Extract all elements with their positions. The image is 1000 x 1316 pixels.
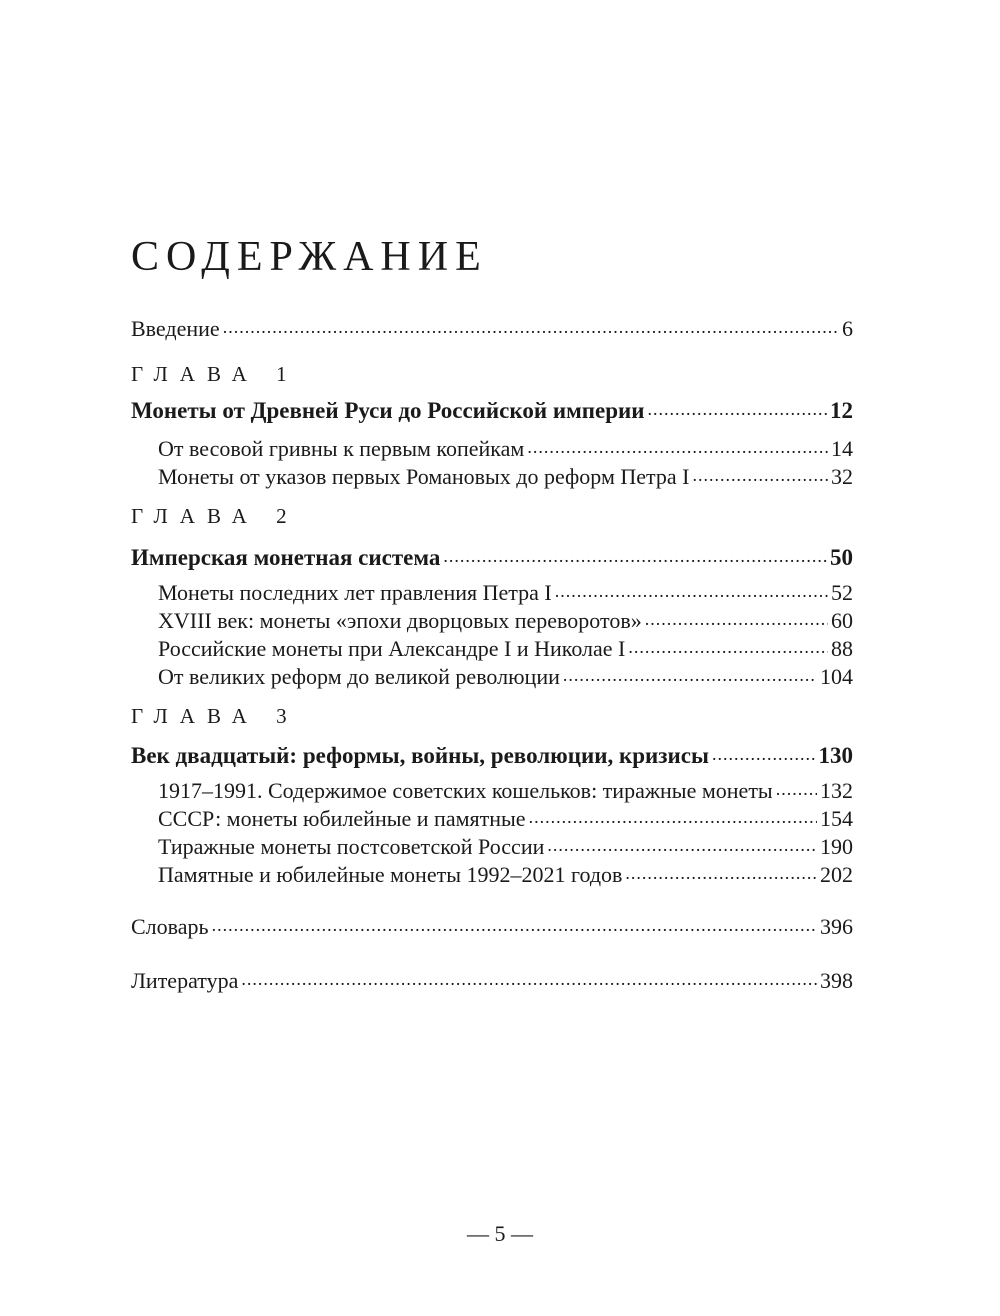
toc-page-number: 6: [842, 316, 853, 341]
toc-entry-label: Литература: [131, 968, 239, 993]
toc-page-number: 132: [820, 778, 853, 803]
toc-page-number: 12: [830, 398, 853, 423]
toc-entry-label: XVIII век: монеты «эпохи дворцовых переворотов»: [158, 608, 642, 633]
toc-page-number: 52: [831, 580, 853, 605]
toc-entry-chapter-3-section-3[interactable]: [158, 832, 853, 860]
toc-entry-label: От великих реформ до великой революции: [158, 664, 560, 689]
toc-entry-label: Монеты от указов первых Романовых до реформ Петра I: [158, 464, 690, 489]
toc-entry-label: Словарь: [131, 914, 209, 939]
toc-page-number: 50: [830, 545, 853, 570]
toc-chapter-2-heading[interactable]: [131, 542, 853, 572]
toc-page-number: 202: [820, 862, 853, 887]
toc-page-number: 60: [831, 608, 853, 633]
toc-entry-label: Век двадцатый: реформы, войны, революции, кризисы: [131, 743, 709, 768]
toc-page-number: 396: [820, 914, 853, 939]
toc-entry-chapter-2-section-3[interactable]: [158, 634, 853, 662]
toc-entry-label: Монеты от Древней Руси до Российской империи: [131, 398, 645, 423]
toc-entry-chapter-1-section-1[interactable]: [158, 434, 853, 462]
toc-entry-label: От весовой гривны к первым копейкам: [158, 436, 525, 461]
toc-page-number: 398: [820, 968, 853, 993]
toc-entry-label: СССР: монеты юбилейные и памятные: [158, 806, 526, 831]
toc-page-number: 154: [820, 806, 853, 831]
toc-entry-chapter-3-section-2[interactable]: [158, 804, 853, 832]
toc-entry-chapter-2-section-4[interactable]: [158, 662, 853, 690]
toc-entry-glossary[interactable]: [131, 912, 853, 940]
toc-page-number: 130: [818, 743, 853, 768]
chapter-1-label: ГЛАВА 1: [131, 362, 299, 386]
dot-leader: [443, 542, 827, 565]
toc-entry-label: Тиражные монеты постсоветской России: [158, 834, 545, 859]
toc-entry-label: 1917–1991. Содержимое советских кошельков: тиражные монеты: [158, 778, 773, 803]
toc-entry-intro[interactable]: [131, 314, 853, 342]
toc-page-number: 32: [831, 464, 853, 489]
dot-leader: [625, 860, 817, 882]
dot-leader: [628, 634, 828, 656]
dot-leader: [529, 804, 817, 826]
dot-leader: [223, 314, 839, 336]
toc-chapter-1-heading[interactable]: [131, 395, 853, 425]
toc-page-number: 190: [820, 834, 853, 859]
dot-leader: [693, 462, 829, 484]
dot-leader: [547, 832, 817, 854]
toc-entry-label: Российские монеты при Александре I и Николае I: [158, 636, 626, 661]
toc-entry-label: Монеты последних лет правления Петра I: [158, 580, 552, 605]
toc-page-number: 104: [820, 664, 853, 689]
toc-page-number: 88: [831, 636, 853, 661]
page-number-footer: — 5 —: [467, 1221, 533, 1246]
dot-leader: [527, 434, 828, 456]
chapter-2-label: ГЛАВА 2: [131, 504, 299, 528]
toc-entry-literature[interactable]: [131, 966, 853, 994]
dot-leader: [212, 912, 817, 934]
dot-leader: [563, 662, 817, 684]
dot-leader: [712, 740, 816, 763]
toc-chapter-3-heading[interactable]: [131, 740, 853, 770]
toc-entry-chapter-2-section-1[interactable]: [158, 578, 853, 606]
dot-leader: [555, 578, 828, 600]
toc-entry-label: Введение: [131, 316, 220, 341]
toc-entry-chapter-1-section-2[interactable]: [158, 462, 853, 490]
toc-entry-label: Имперская монетная система: [131, 545, 441, 570]
dot-leader: [645, 606, 828, 628]
toc-entry-label: Памятные и юбилейные монеты 1992–2021 годов: [158, 862, 623, 887]
toc-entry-chapter-2-section-2[interactable]: [158, 606, 853, 634]
toc-page-number: 14: [831, 436, 853, 461]
toc-entry-chapter-3-section-4[interactable]: [158, 860, 853, 888]
dot-leader: [241, 966, 817, 988]
dot-leader: [776, 776, 817, 798]
dot-leader: [648, 395, 828, 418]
page-title: СОДЕРЖАНИЕ: [131, 234, 488, 280]
chapter-3-label: ГЛАВА 3: [131, 704, 299, 728]
toc-entry-chapter-3-section-1[interactable]: [158, 776, 853, 804]
